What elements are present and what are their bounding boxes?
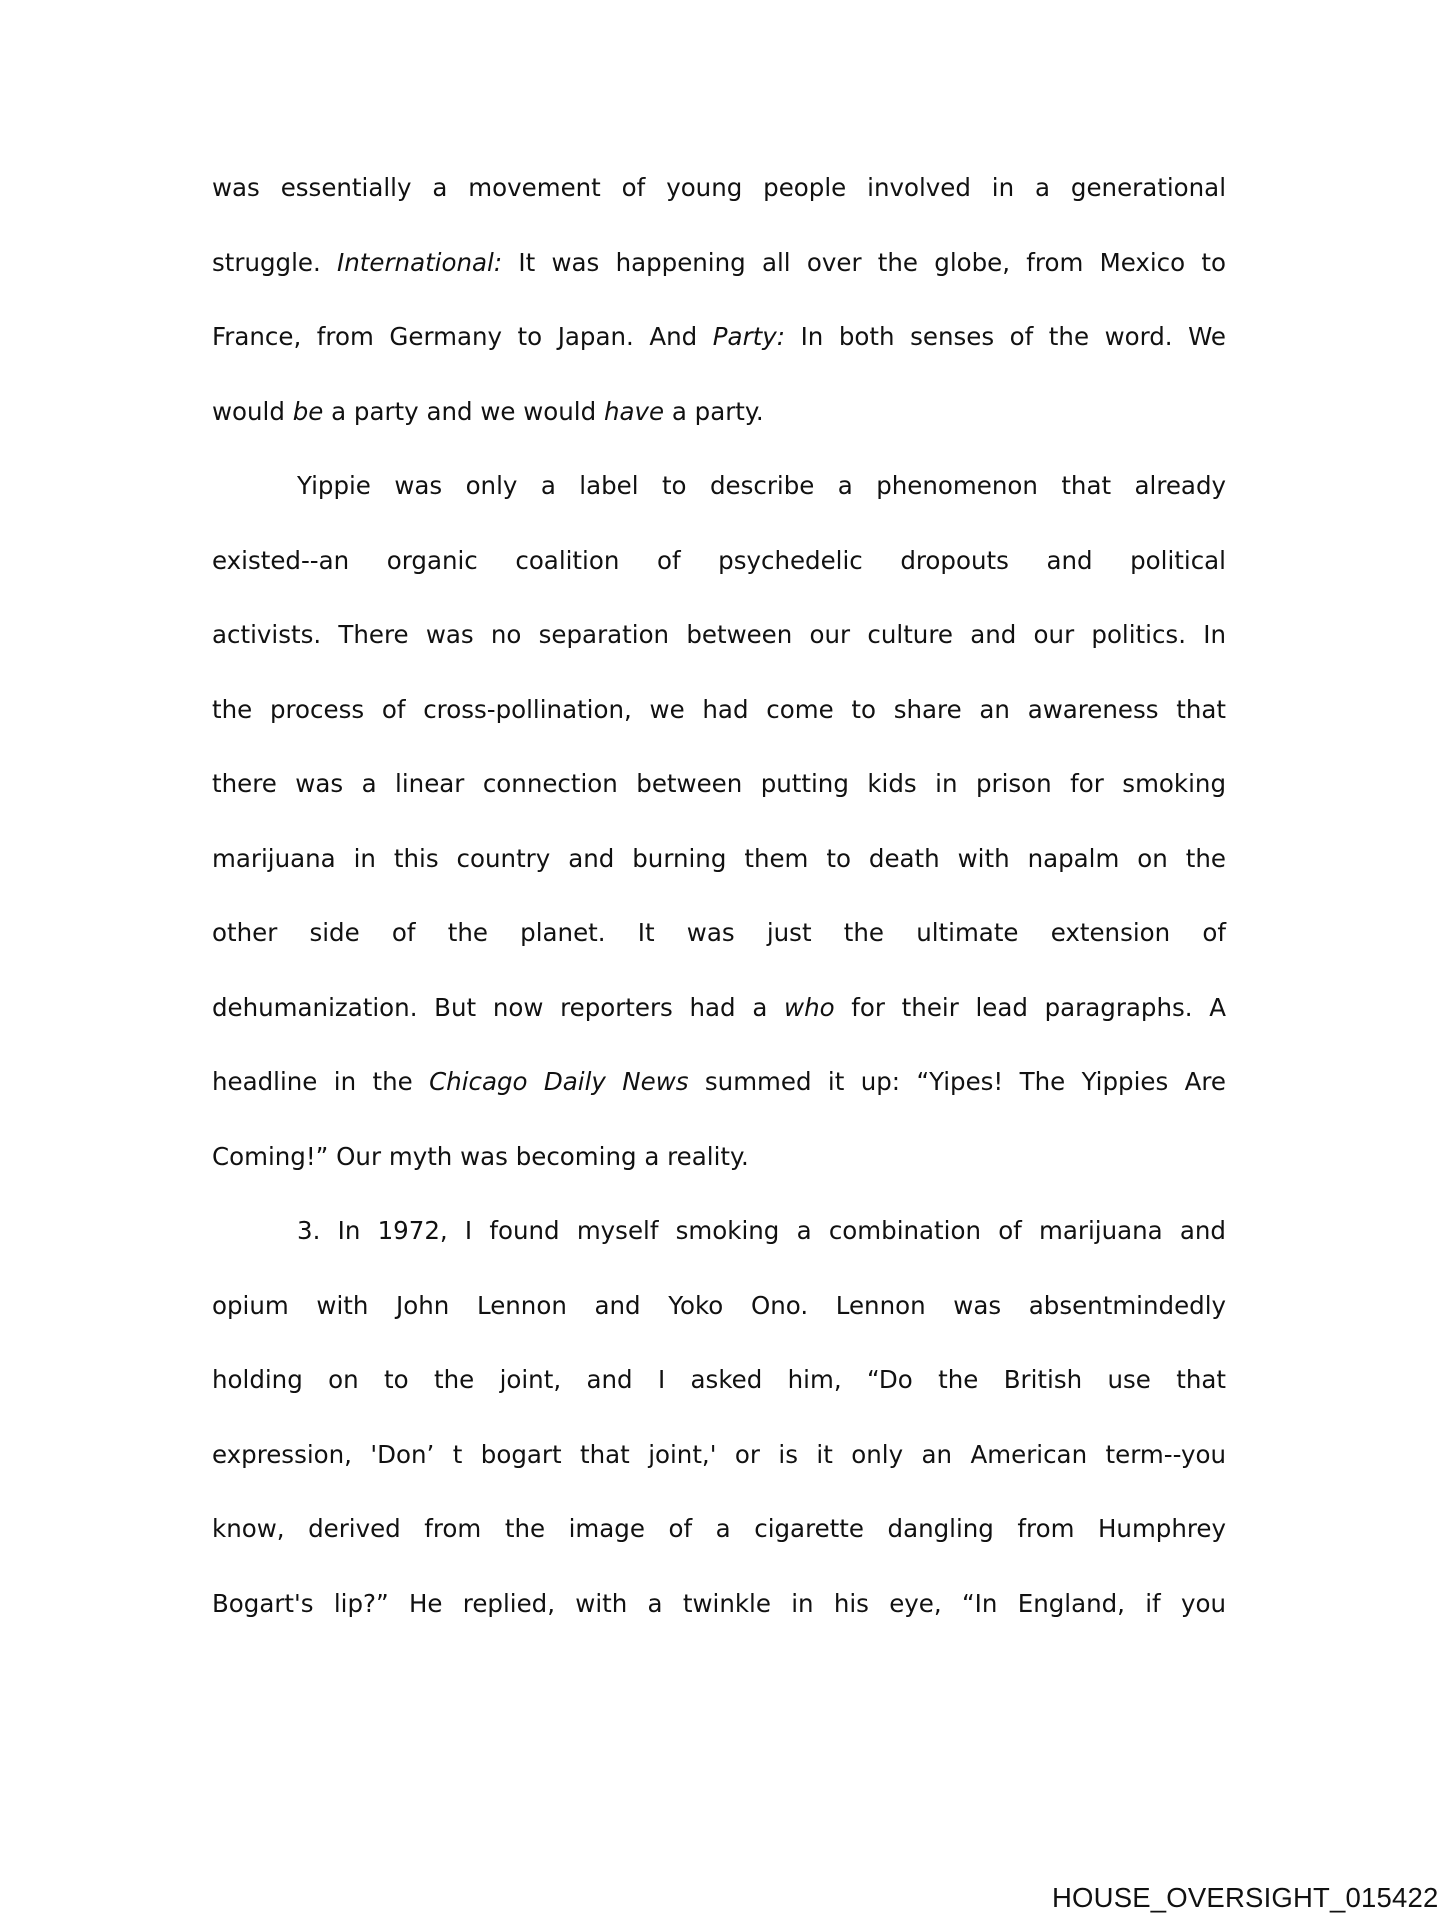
italic-text: Party: (712, 322, 786, 351)
text-line (212, 1054, 1226, 1129)
italic-text: who (784, 992, 835, 1022)
text-line (212, 831, 1226, 906)
text-run: activists. There was no separation between our culture and our politics. In (212, 620, 1226, 649)
bates-number: HOUSE_OVERSIGHT_015422 (1052, 1882, 1439, 1913)
text-run: Yippie was only a label to describe a phenomenon that already (297, 471, 1226, 500)
text-run: existed--an organic coalition of psychedelic dropouts and political (212, 545, 1226, 575)
text-run: It was happening all over the globe, from Mexico to (502, 247, 1227, 277)
italic-text: International: (337, 247, 503, 277)
text-line (212, 533, 1226, 608)
text-line (212, 458, 1226, 533)
text-line (212, 1129, 1226, 1204)
italic-text: have (603, 396, 665, 426)
text-run: 3. In 1972, I found myself smoking a combination of marijuana and (297, 1216, 1226, 1245)
text-line (212, 1203, 1226, 1278)
italic-text: be (292, 396, 324, 426)
text-run: In both senses of the word. We (785, 322, 1226, 351)
text-run: opium with John Lennon and Yoko Ono. Lennon was absentmindedly (212, 1290, 1226, 1320)
text-run: would (212, 396, 293, 426)
text-line (212, 309, 1226, 384)
text-run: headline in the (212, 1067, 430, 1096)
text-run: marijuana in this country and burning them to death with napalm on the (212, 843, 1226, 873)
text-line (212, 1352, 1226, 1427)
text-line (212, 1427, 1226, 1502)
text-run: for their lead paragraphs. A (834, 992, 1226, 1022)
text-line (212, 235, 1226, 310)
text-run: Bogart's lip?” He replied, with a twinkle in his eye, “In England, if you (212, 1588, 1226, 1618)
text-run: summed it up: “Yipes! The Yippies Are (688, 1067, 1226, 1096)
text-run: there was a linear connection between putting kids in prison for smoking (212, 769, 1226, 798)
text-run: a party and we would (323, 396, 604, 426)
text-line (212, 384, 1226, 459)
document-body (212, 160, 1226, 1650)
text-run: struggle. (212, 247, 338, 277)
text-run: was essentially a movement of young people involved in a generational (212, 173, 1226, 202)
text-line (212, 905, 1226, 980)
italic-text: Chicago Daily News (429, 1067, 689, 1096)
text-run: the process of cross-pollination, we had come to share an awareness that (212, 694, 1226, 724)
text-line (212, 160, 1226, 235)
text-run: dehumanization. But now reporters had a (212, 992, 785, 1022)
text-run: expression, 'Don’ t bogart that joint,' or is it only an American term--you (212, 1439, 1226, 1469)
text-run: a party. (664, 396, 764, 426)
text-run: Coming!” Our myth was becoming a reality. (212, 1141, 749, 1171)
text-line (212, 980, 1226, 1055)
text-run: other side of the planet. It was just the ultimate extension of (212, 918, 1226, 947)
text-line (212, 1576, 1226, 1651)
text-line (212, 1278, 1226, 1353)
text-line (212, 607, 1226, 682)
text-run: know, derived from the image of a cigarette dangling from Humphrey (212, 1514, 1226, 1543)
text-run: France, from Germany to Japan. And (212, 322, 713, 351)
text-line (212, 756, 1226, 831)
text-run: holding on to the joint, and I asked him, “Do the British use that (212, 1365, 1226, 1394)
text-line (212, 1501, 1226, 1576)
text-line (212, 682, 1226, 757)
